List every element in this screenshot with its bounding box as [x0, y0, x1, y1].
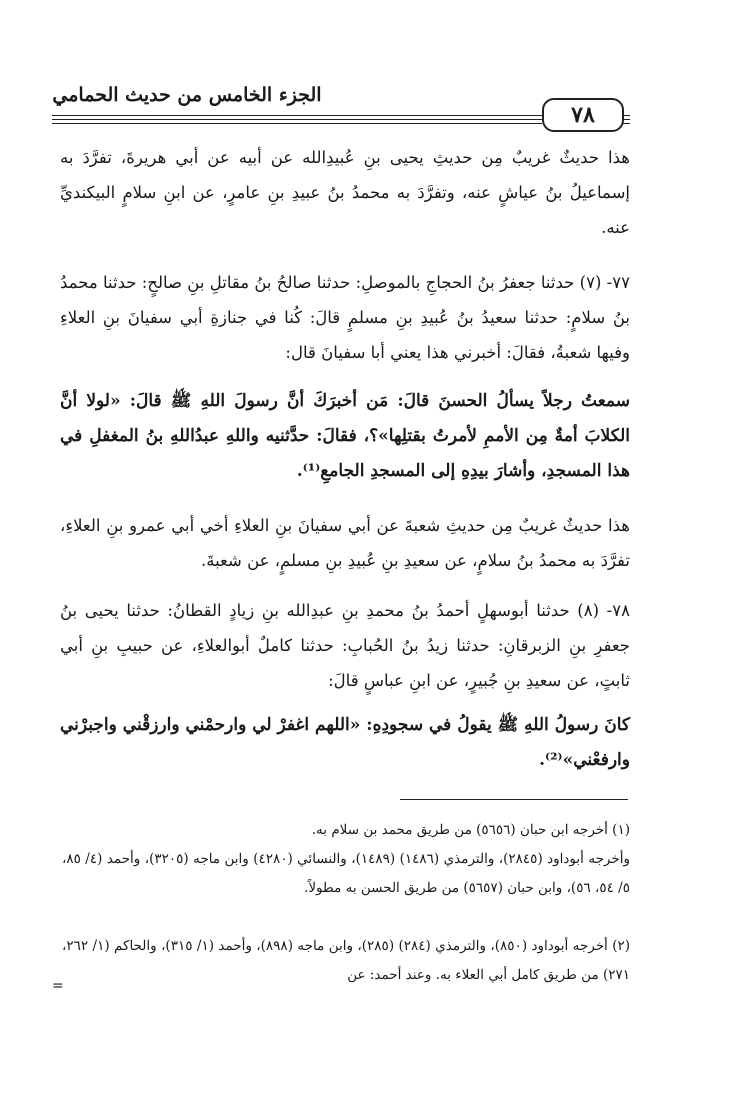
header-rule	[52, 115, 542, 116]
running-title: الجزء الخامس من حديث الحمامي	[52, 84, 322, 106]
paragraph-hadith-78-matn: كانَ رسولُ اللهِ ﷺ يقولُ في سجودِهِ: «اللهم اغفرْ لي وارحمْني وارزقْني واجبرْني وارفعْني»⁽²⁾.	[60, 715, 630, 770]
header-rule	[52, 123, 542, 124]
paragraph-hadith-77-isnad: ٧٧- (٧) حدثنا جعفرُ بنُ الحجاجِ بالموصلِ: حدثنا صالحُ بنُ مقاتلِ بنِ صالحٍ: حدثنا محمدُ بنُ سلامٍ: حدثنا سعيدُ بنُ عُبيدِ بنِ مسلمٍ قالَ: كُنا في جنازةِ أبي سفيانَ بنِ العلاءِ وفيها شعبةُ، فقالَ: أخبرني هذا يعني أبا سفيانَ قال:	[60, 273, 630, 362]
page-header	[52, 80, 630, 130]
paragraph-commentary-1: هذا حديثٌ غريبٌ مِن حديثِ يحيى بنِ عُبيدِالله عن أبيه عن أبي هريرةَ، تفرَّدَ به إسماعيلُ بنُ عياشٍ عنه، وتفرَّدَ به محمدُ بنُ عبيدِ بنِ عامرٍ، عن ابنِ سلامٍ البيكنديِّ عنه.	[60, 148, 630, 237]
footnote-1-continued: وأخرجه أبوداود (٢٨٤٥)، والترمذي (١٤٨٦) (١٤٨٩)، والنسائي (٤٢٨٠) وابن ماجه (٣٢٠٥)، وأحمد (٤/ ٨٥، ٥/ ٥٤، ٥٦)، وابن حبان (٥٦٥٧) من طريق الحسن به مطولاً.	[62, 851, 630, 896]
footnote-1: (١) أخرجه ابن حبان (٥٦٥٦) من طريق محمد بن سلام به.	[311, 822, 630, 838]
footnote-divider	[400, 799, 628, 800]
header-rule	[52, 119, 542, 120]
footnote-2: (٢) أخرجه أبوداود (٨٥٠)، والترمذي (٢٨٤) (٢٨٥)، وابن ماجه (٨٩٨)، وأحمد (١/ ٣١٥)، والحاكم (١/ ٢٦٢، ٢٧١) من طريق كامل أبي العلاء به. وعند أحمد: عن	[62, 938, 631, 983]
page-number: ٧٨	[542, 98, 624, 132]
paragraph-hadith-77-matn: سمعتُ رجلاً يسألُ الحسنَ قالَ: مَن أخبرَكَ أنَّ رسولَ اللهِ ﷺ قالَ: «لولا أنَّ الكلابَ أمةٌ مِن الأممِ لأمرتُ بقتلِها»؟، فقالَ: حدَّثنيه واللهِ عبدُاللهِ بنُ المغفلِ في هذا المسجدِ، وأشارَ بيدِهِ إلى المسجدِ الجامعِ⁽¹⁾.	[60, 391, 630, 481]
continuation-mark: =	[52, 978, 64, 994]
paragraph-hadith-78-isnad: ٧٨- (٨) حدثنا أبوسهلٍ أحمدُ بنُ محمدِ بنِ عبدِالله بنِ زيادٍ القطانُ: حدثنا يحيى بنُ جعفرِ بنِ الزبرقانِ: حدثنا زيدُ بنُ الحُبابِ: حدثنا كاملٌ أبوالعلاءِ، عن حبيبِ بنِ أبي ثابتٍ، عن سعيدِ بنِ جُبيرٍ، عن ابنِ عباسٍ قالَ:	[60, 601, 630, 690]
paragraph-commentary-2: هذا حديثٌ غريبٌ مِن حديثِ شعبةَ عن أبي سفيانَ بنِ العلاءِ أخي أبي عمرو بنِ العلاءِ، تفرَّدَ به محمدُ بنُ سلامٍ، عن سعيدِ بنِ عُبيدِ بنِ مسلمٍ، عن شعبةَ.	[60, 516, 630, 570]
